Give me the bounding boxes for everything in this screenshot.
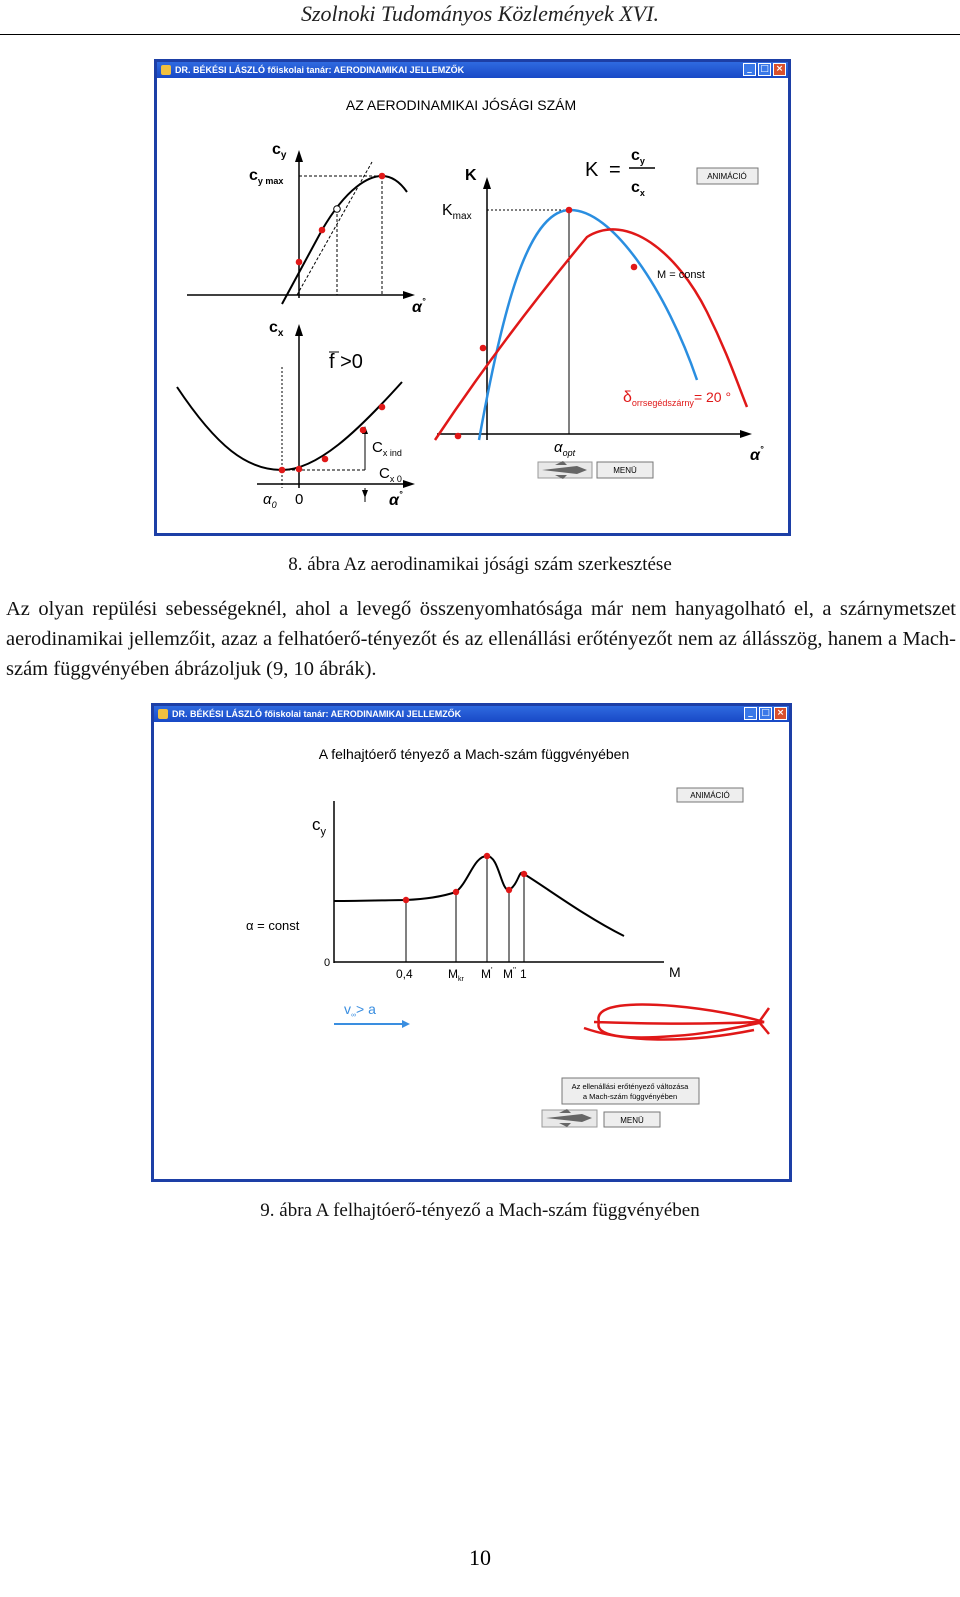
figure8-window xyxy=(154,59,791,536)
cy-curve xyxy=(282,176,407,304)
alpha-label-1: α° xyxy=(412,296,426,316)
cx-point-5 xyxy=(379,404,386,411)
alpha-axis-arrow-2 xyxy=(403,480,415,488)
curve-point-Mkr xyxy=(453,889,459,895)
cx0-label: $C_{x 0}$ xyxy=(379,465,402,484)
cy-point-4 xyxy=(379,173,386,180)
minimize-icon[interactable]: _ xyxy=(744,707,757,720)
figure8-canvas xyxy=(157,62,788,533)
menu-button-label: MENÜ xyxy=(620,1116,644,1125)
k-point-2 xyxy=(480,345,487,352)
formula-numerator: $c_y$ xyxy=(631,147,645,166)
k-point-1 xyxy=(455,433,462,440)
delta-label: $\delta_{orrsegédszárny}= 20$ ° xyxy=(623,389,732,408)
figure9-window xyxy=(151,703,792,1182)
menu-button[interactable] xyxy=(597,462,653,478)
cx-point-2 xyxy=(296,466,303,473)
vinf-label: $v_\infty> a$ xyxy=(344,1001,376,1019)
window-title: DR. BÉKÉSI LÁSZLÓ főiskolai tanár: AERODINAMIKAI JELLEMZŐK xyxy=(172,709,462,719)
alpha-const-label: α = const xyxy=(246,918,300,933)
caption-figure9: 9. ábra A felhajtóerő-tényező a Mach-szám függvényében xyxy=(260,1200,700,1221)
tick-M1: M' xyxy=(481,966,493,981)
cy-label: $c_y$ xyxy=(272,141,287,161)
drag-button-line1: Az ellenállási erőtényező változása xyxy=(571,1082,689,1091)
cy-label: $c_y$ xyxy=(312,815,326,838)
airfoil-shape xyxy=(584,1005,769,1040)
k-point-4 xyxy=(631,264,638,271)
menu-button-label: MENÜ xyxy=(613,466,637,475)
aircraft-icon[interactable] xyxy=(538,461,592,479)
formula-denominator: $c_x$ xyxy=(631,179,645,198)
window-title: DR. BÉKÉSI LÁSZLÓ főiskolai tanár: AERODINAMIKAI JELLEMZŐK xyxy=(175,65,465,75)
animation-button[interactable] xyxy=(677,788,743,802)
k-label: K xyxy=(465,167,477,184)
cx-label: $c_x$ xyxy=(269,319,284,339)
f-label: f >0 xyxy=(329,351,363,373)
cy-point-1 xyxy=(296,259,303,266)
cx-point-4 xyxy=(360,427,367,434)
drag-coefficient-button[interactable] xyxy=(562,1078,699,1104)
maximize-icon[interactable]: □ xyxy=(758,63,771,76)
figure8-heading: AZ AERODINAMIKAI JÓSÁGI SZÁM xyxy=(345,97,577,113)
curve-point-1 xyxy=(521,871,527,877)
kmax-label: $K_{max}$ xyxy=(442,202,472,222)
tick-1: 1 xyxy=(520,967,527,981)
zero-label: 0 xyxy=(324,957,331,969)
cxind-label: $C_{x ind}$ xyxy=(372,439,402,458)
flow-arrowhead xyxy=(402,1020,410,1028)
aircraft-icon[interactable] xyxy=(542,1109,597,1127)
alpha-label-3: α° xyxy=(750,444,764,464)
running-header: Szolnoki Tudományos Közlemények XVI. xyxy=(0,0,960,35)
cy-axis-arrow xyxy=(295,150,303,162)
curve-point-M2 xyxy=(506,887,512,893)
k-red-curve xyxy=(435,229,747,440)
maximize-icon[interactable]: □ xyxy=(759,707,772,720)
formula-eq: = xyxy=(609,159,621,181)
formula-K: K xyxy=(585,159,599,181)
animation-button-label: ANIMÁCIÓ xyxy=(690,791,730,800)
cx0-arrowhead xyxy=(362,490,368,498)
cy-point-2 xyxy=(319,227,326,234)
page-number: 10 xyxy=(469,1545,491,1570)
tick-04: 0,4 xyxy=(396,967,413,981)
cx-curve xyxy=(177,382,402,470)
curve-point-04 xyxy=(403,897,409,903)
drag-button-line2: a Mach-szám függvényében xyxy=(582,1092,678,1101)
body-paragraph: Az olyan repülési sebességeknél, ahol a levegő összenyomhatósága már nem hanyagolható el, a szárnymetszet aerodinamikai jellemzőit, azaz a felhatóerő-tényezőt és az ellenállási erőtényezőt nem az állásszög, hanem a Mach-szám függvényében ábrázoljuk (9, 10 ábrák). xyxy=(6,598,956,680)
alpha-axis-arrow-3 xyxy=(740,430,752,438)
figure9-canvas xyxy=(154,706,789,1179)
close-icon[interactable]: × xyxy=(774,707,787,720)
curve-point-M1 xyxy=(484,853,490,859)
m-const-label: M = const xyxy=(657,269,705,281)
tick-M2: M'' xyxy=(503,966,517,981)
cy-point-3 xyxy=(334,206,341,213)
alpha-axis-arrow-1 xyxy=(403,291,415,299)
menu-button[interactable] xyxy=(604,1112,660,1127)
cy-tangent xyxy=(297,162,372,295)
minimize-icon[interactable]: _ xyxy=(743,63,756,76)
cy-mach-curve xyxy=(334,856,624,936)
tick-Mkr: $M_{kr}$ xyxy=(448,967,464,983)
zero-label: 0 xyxy=(295,491,304,508)
k-axis-arrow xyxy=(483,177,491,189)
m-axis-label: M xyxy=(669,964,681,980)
animation-button[interactable] xyxy=(697,168,758,184)
cymax-label: $c_{y max}$ xyxy=(249,167,284,186)
cx-axis-arrow xyxy=(295,324,303,336)
alphaopt-label: $\alpha_{opt}$ xyxy=(554,439,576,458)
animation-button-label: ANIMÁCIÓ xyxy=(707,172,747,181)
cx-point-3 xyxy=(322,456,329,463)
figure9-heading: A felhajtóerő tényező a Mach-szám függvényében xyxy=(318,746,630,762)
alpha-label-2: α° xyxy=(389,489,403,509)
caption-figure8: 8. ábra Az aerodinamikai jósági szám szerkesztése xyxy=(288,554,672,575)
alpha0-label: $\alpha_0$ xyxy=(263,491,277,510)
k-point-3 xyxy=(566,207,573,214)
close-icon[interactable]: × xyxy=(773,63,786,76)
cx-point-1 xyxy=(279,467,286,474)
